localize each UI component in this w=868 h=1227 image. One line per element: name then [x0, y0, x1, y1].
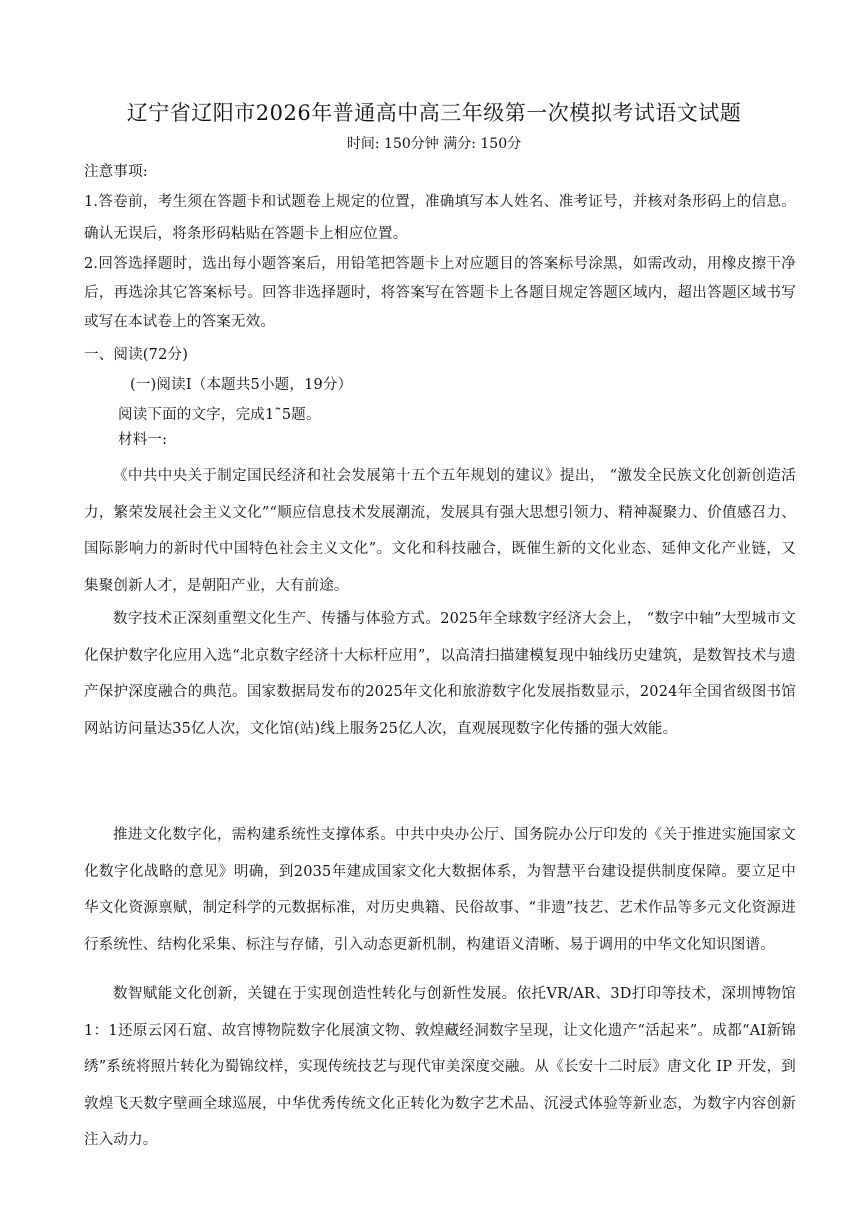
note-item-1: 1.答卷前，考生须在答题卡和试题卷上规定的位置，准确填写本人姓名、准考证号，并核对条形码上的信息。确认无误后，将条形码粘贴在答题卡上相应位置。	[84, 194, 796, 242]
note-item-2: 2.回答选择题时，选出每小题答案后，用铅笔把答题卡上对应题目的答案标号涂黑，如需改动，用橡皮擦干净后，再选涂其它答案标号。回答非选择题时，将答案写在答题卡上各题目规定答题区域内，超出答题区域书写或写在本试卷上的答案无效。	[84, 256, 796, 330]
notes-heading: 注意事项:	[84, 164, 148, 180]
material-paragraph: 推进文化数字化，需构建系统性支撑体系。中共中央办公厅、国务院办公厅印发的《关于推进实施国家文化数字化战略的意见》明确，到2035年建成国家文化大数据体系，为智慧平台建设提供制度保障。要立足中华文化资源禀赋，制定科学的元数据标准，对历史典籍、民俗故事、“非遗”技艺、艺术作品等多元文化资源进行系统性、结构化采集、标注与存储，引入动态更新机制，构建语义清晰、易于调用的中华文化知识图谱。	[84, 827, 796, 953]
section-heading-reading: 一、阅读(72分)	[84, 347, 189, 363]
exam-time-and-score: 时间: 150分钟 满分: 150分	[346, 136, 522, 152]
subsection-heading-reading-1: (一)阅读Ⅰ（本题共5小题，19分）	[130, 377, 353, 393]
material-label: 材料一:	[118, 432, 168, 448]
document-title: 辽宁省辽阳市2026年普通高中高三年级第一次模拟考试语文试题	[126, 101, 742, 125]
material-paragraph: 数智赋能文化创新，关键在于实现创造性转化与创新性发展。依托VR/AR、3D打印等技术，深圳博物馆1：1还原云冈石窟、故宫博物院数字化展演文物、敦煌藏经洞数字呈现，让文化遗产“活起来”。成都“AI新锦绣”系统将照片转化为蜀锦纹样，实现传统技艺与现代审美深度交融。从《长安十二时辰》唐文化 IP 开发，到敦煌飞天数字壁画全球巡展，中华优秀传统文化正转化为数字艺术品、沉浸式体验等新业态，为数字内容创新注入动力。	[84, 986, 796, 1148]
material-paragraph: 数字技术正深刻重塑文化生产、传播与体验方式。2025年全球数字经济大会上， “数字中轴”大型城市文化保护数字化应用入选“北京数字经济十大标杆应用”，以高清扫描建模复现中轴线历史建筑，是数智技术与遗产保护深度融合的典范。国家数据局发布的2025年文化和旅游数字化发展指数显示，2024年全国省级图书馆网站访问量达35亿人次，文化馆(站)线上服务25亿人次，直观展现数字化传播的强大效能。	[84, 611, 796, 737]
material-paragraph: 《中共中央关于制定国民经济和社会发展第十五个五年规划的建议》提出， “激发全民族文化创新创造活力，繁荣发展社会主义文化”“顺应信息技术发展潮流，发展具有强大思想引领力、精神凝聚力、价值感召力、国际影响力的新时代中国特色社会主义文化”。文化和科技融合，既催生新的文化业态、延伸文化产业链，又集聚创新人才，是朝阳产业，大有前途。	[84, 468, 796, 594]
reading-instruction: 阅读下面的文字，完成1˜5题。	[118, 407, 321, 423]
